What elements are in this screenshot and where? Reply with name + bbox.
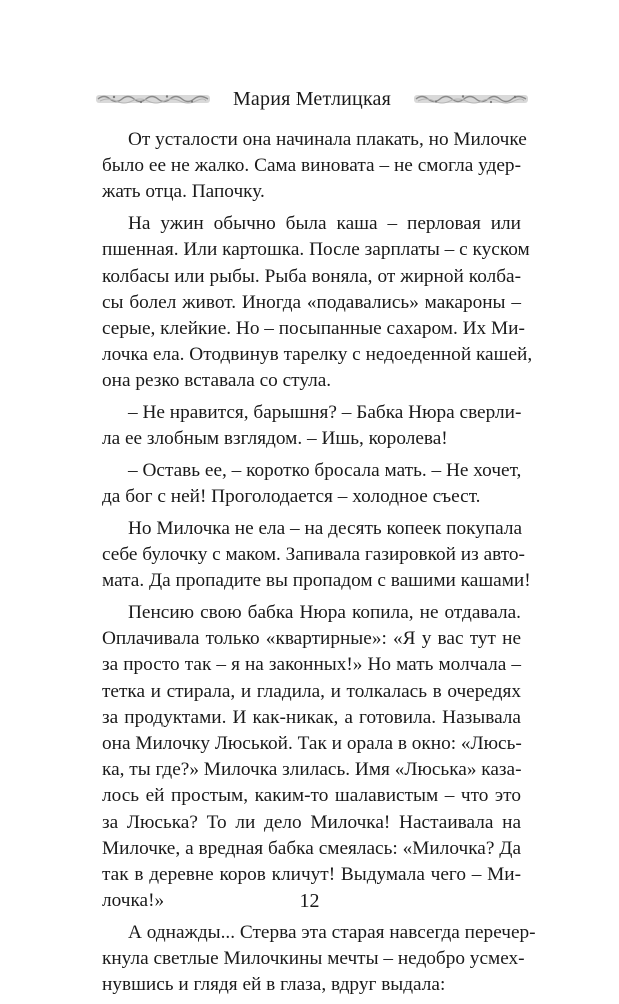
- text-line: Пенсию свою бабка Нюра копила, не отдавала.: [128, 601, 521, 623]
- text-line: А однажды... Стерва эта старая навсегда перечер-: [128, 921, 536, 943]
- paragraph: [102, 400, 521, 452]
- running-head: [94, 84, 530, 114]
- text-line: ка, ты где?» Милочка злилась. Имя «Люська» каза-: [102, 759, 522, 781]
- left-ornament-icon: [94, 92, 212, 106]
- text-line: – Оставь ее, – коротко бросала мать. – Не хочет,: [128, 459, 522, 481]
- text-line: тетка и стирала, и гладила, и толкалась в очередях: [102, 680, 521, 702]
- text-line: серые, клейкие. Но – посыпанные сахаром. Их Ми-: [102, 317, 525, 339]
- text-line: кнула светлые Милочкины мечты – недобро усмех-: [102, 948, 525, 970]
- text-line: колбасы или рыбы. Рыба воняла, от жирной колба-: [102, 265, 521, 287]
- paragraph: [102, 211, 533, 394]
- text-line: лочка!»: [102, 890, 165, 912]
- text-line: нувшись и глядя ей в глаза, вдруг выдала:: [102, 974, 446, 996]
- paragraph: [102, 920, 536, 999]
- right-ornament-icon: [412, 92, 530, 106]
- paragraph: [102, 516, 531, 595]
- text-line: да бог с ней! Проголодается – холодное съест.: [102, 486, 481, 508]
- text-line: На ужин обычно была каша – перловая или: [128, 213, 521, 235]
- text-line: так в деревне коров кличут! Выдумала чего – Ми-: [102, 863, 521, 885]
- text-line: сы болел живот. Иногда «подавались» макароны –: [102, 291, 521, 313]
- text-line: она Милочку Люськой. Так и орала в окно: «Люсь-: [102, 732, 522, 754]
- text-line: Оплачивала только «квартирные»: «Я у вас тут не: [102, 628, 521, 650]
- running-title: Мария Метлицкая: [232, 87, 392, 110]
- paragraph: [102, 458, 521, 510]
- text-line: себе булочку с маком. Запивала газировкой из авто-: [102, 544, 525, 566]
- text-line: – Не нравится, барышня? – Бабка Нюра сверли-: [128, 402, 522, 424]
- text-line: лось ей простым, каким-то шалавистым – что это: [102, 785, 521, 807]
- paragraph: [102, 127, 527, 206]
- text-line: ла ее злобным взглядом. – Ишь, королева!: [102, 428, 448, 450]
- text-line: за продуктами. И как-никак, а готовила. Называла: [102, 706, 521, 728]
- text-line: было ее не жалко. Сама виновата – не смогла удер-: [102, 155, 521, 177]
- text-line: Милочке, а вредная бабка смеялась: «Милочка? Да: [102, 837, 521, 859]
- text-line: От усталости она начинала плакать, но Милочке: [128, 129, 527, 150]
- paragraph: [102, 600, 521, 914]
- text-line: за Люська? То ли дело Милочка! Настаивала на: [102, 811, 521, 833]
- text-line: она резко вставала со стула.: [102, 370, 332, 392]
- text-line: лочка ела. Отодвинув тарелку с недоеденной кашей,: [102, 344, 533, 366]
- text-line: пшенная. Или картошка. После зарплаты – с куском: [102, 239, 530, 261]
- text-line: за просто так – я на законных!» Но мать молчала –: [102, 654, 521, 676]
- text-line: мата. Да пропадите вы пропадом с вашими кашами!: [102, 570, 531, 592]
- text-line: жать отца. Папочку.: [102, 181, 265, 203]
- body-text: [102, 127, 536, 1004]
- page-number: 12: [299, 890, 320, 912]
- text-line: Но Милочка не ела – на десять копеек покупала: [128, 517, 523, 539]
